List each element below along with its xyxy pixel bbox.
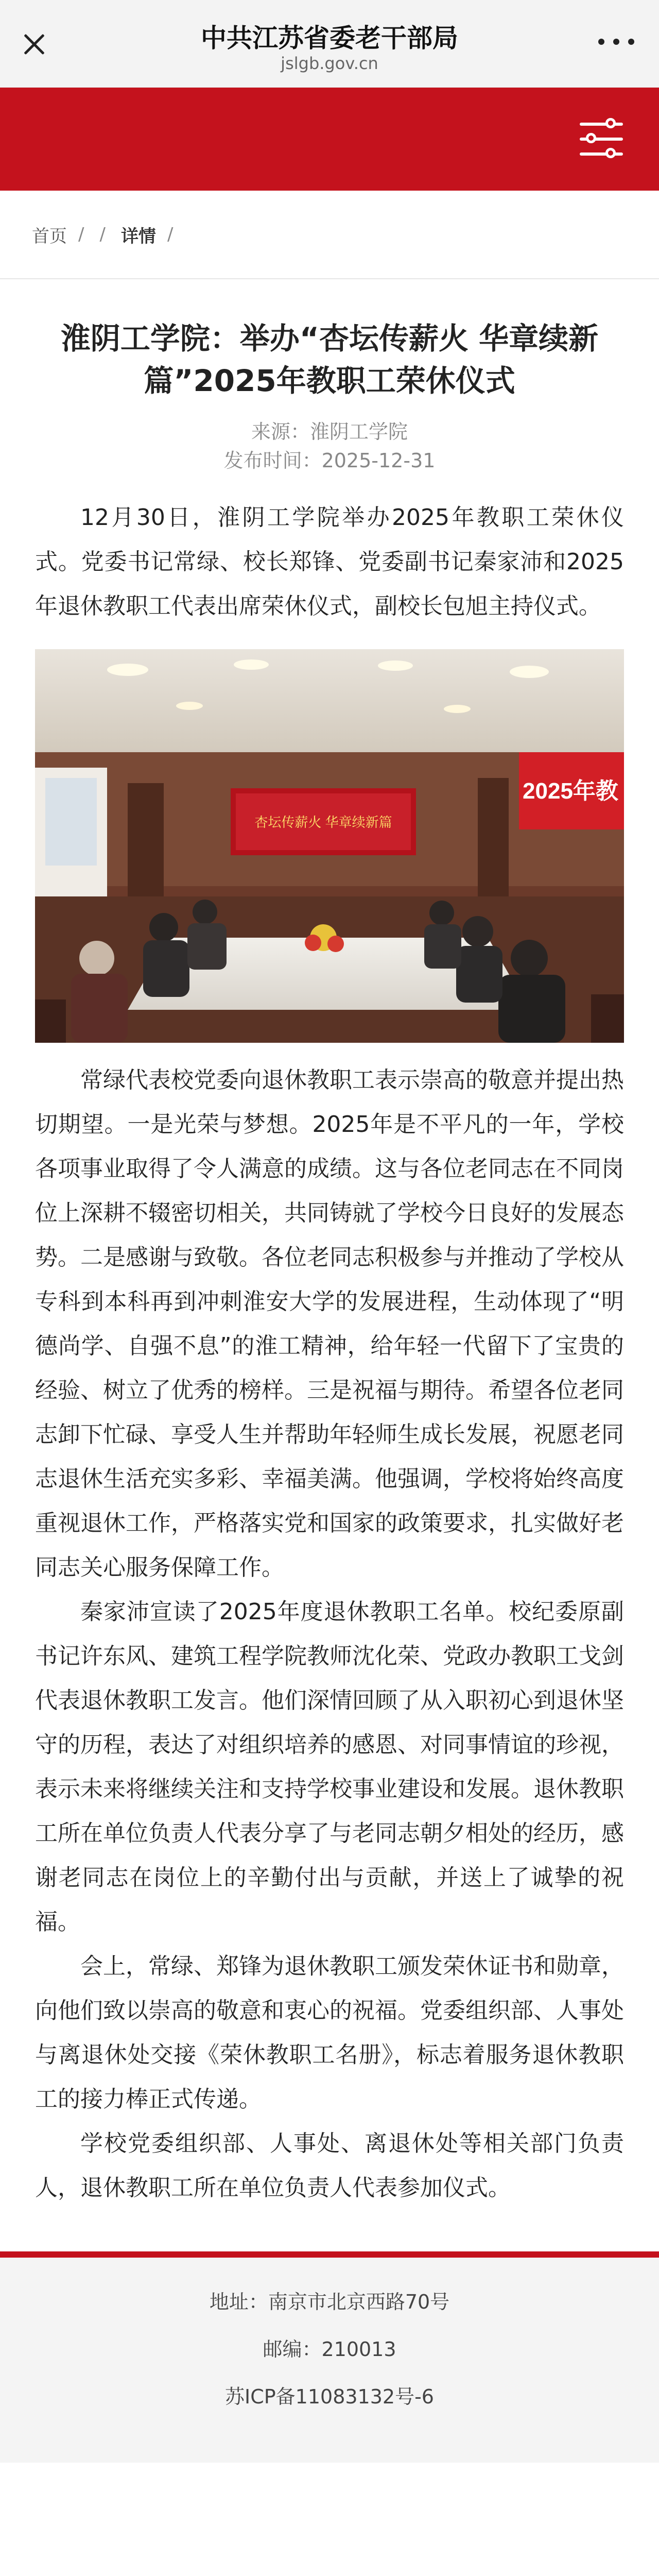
article-title: 淮阴工学院：举办“杏坛传薪火 华章续新篇”2025年教职工荣休仪式	[60, 321, 599, 398]
photo-illustration	[35, 649, 624, 1043]
site-footer	[0, 2258, 659, 2463]
article-paragraph: 12月30日，淮阴工学院举办2025年教职工荣休仪式。党委书记常绿、校长郑锋、党委副书记秦家沛和2025年退休教职工代表出席荣休仪式，副校长包旭主持仪式。	[35, 504, 624, 619]
sliders-menu-icon[interactable]	[580, 118, 623, 160]
breadcrumb-home[interactable]: 首页	[32, 226, 67, 247]
menu-line	[580, 123, 623, 126]
article-paragraph: 会上，常绿、郑锋为退休教职工颁发荣休证书和勋章，向他们致以崇高的敬意和衷心的祝福。党委组织部、人事处与离退休处交接《荣休教职工名册》，标志着服务退休教职工的接力棒正式传递。	[35, 1953, 624, 2112]
menu-knob	[605, 118, 616, 128]
footer-divider	[0, 2251, 659, 2258]
article-paragraph: 秦家沛宣读了2025年度退休教职工名单。校纪委原副书记许东风、建筑工程学院教师沈化荣、党政办教职工戈剑代表退休教职工发言。他们深情回顾了从入职初心到退休坚守的历程，表达了对组织培养的感恩、对同事情谊的珍视，表示未来将继续关注和支持学校事业建设和发展。退休教职工所在单位负责人代表分享了与老同志朝夕相处的经历，感谢老同志在岗位上的辛勤付出与贡献，并送上了诚挚的祝福。	[35, 1599, 624, 1935]
footer-postcode: 邮编：210013	[263, 2338, 396, 2361]
photo-side-text: 2025年教	[523, 778, 618, 804]
breadcrumb	[0, 191, 659, 278]
article	[0, 317, 659, 2210]
article-paragraph: 常绿代表校党委向退休教职工表示崇高的敬意并提出热切期望。一是光荣与梦想。2025年是不平凡的一年，学校各项事业取得了令人满意的成绩。这与各位老同志在不同岗位上深耕不辍密切相关，共同铸就了学校今日良好的发展态势。二是感谢与致敬。各位老同志积极参与并推动了学校从专科到本科再到冲刺淮安大学的发展进程，生动体现了“明德尚学、自强不息”的淮工精神，给年轻一代留下了宝贵的经验、树立了优秀的榜样。三是祝福与期待。希望各位老同志卸下忙碌、享受人生并帮助年轻师生成长发展，祝愿老同志退休生活充实多彩、幸福美满。他强调，学校将始终高度重视退休工作，严格落实党和国家的政策要求，扎实做好老同志关心服务保障工作。	[35, 1067, 624, 1581]
more-dots-icon[interactable]	[598, 34, 634, 49]
breadcrumb-separator: /	[99, 224, 106, 245]
breadcrumb-separator: /	[78, 224, 84, 245]
menu-knob	[605, 148, 616, 158]
site-domain: jslgb.gov.cn	[281, 54, 378, 73]
article-paragraph: 学校党委组织部、人事处、离退休处等相关部门负责人，退休教职工所在单位负责人代表参加仪式。	[35, 2130, 624, 2201]
dot	[628, 39, 634, 45]
ceremony-photo	[35, 649, 624, 1043]
article-date: 发布时间：2025-12-31	[223, 449, 436, 472]
browser-top-bar	[0, 0, 659, 88]
site-title: 中共江苏省委老干部局	[201, 23, 458, 53]
dot	[613, 39, 619, 45]
breadcrumb-separator: /	[167, 224, 174, 245]
divider	[0, 278, 659, 279]
menu-knob	[586, 133, 596, 143]
footer-address: 地址：南京市北京西路70号	[209, 2291, 450, 2313]
article-source: 来源：淮阴工学院	[251, 420, 408, 443]
breadcrumb-current: 详情	[120, 226, 156, 247]
dot	[598, 39, 604, 45]
photo-banner-text: 杏坛传薪火 华章续新篇	[254, 815, 392, 830]
site-header	[0, 88, 659, 191]
footer-icp[interactable]: 苏ICP备11083132号-6	[225, 2385, 434, 2408]
menu-line	[580, 152, 623, 156]
